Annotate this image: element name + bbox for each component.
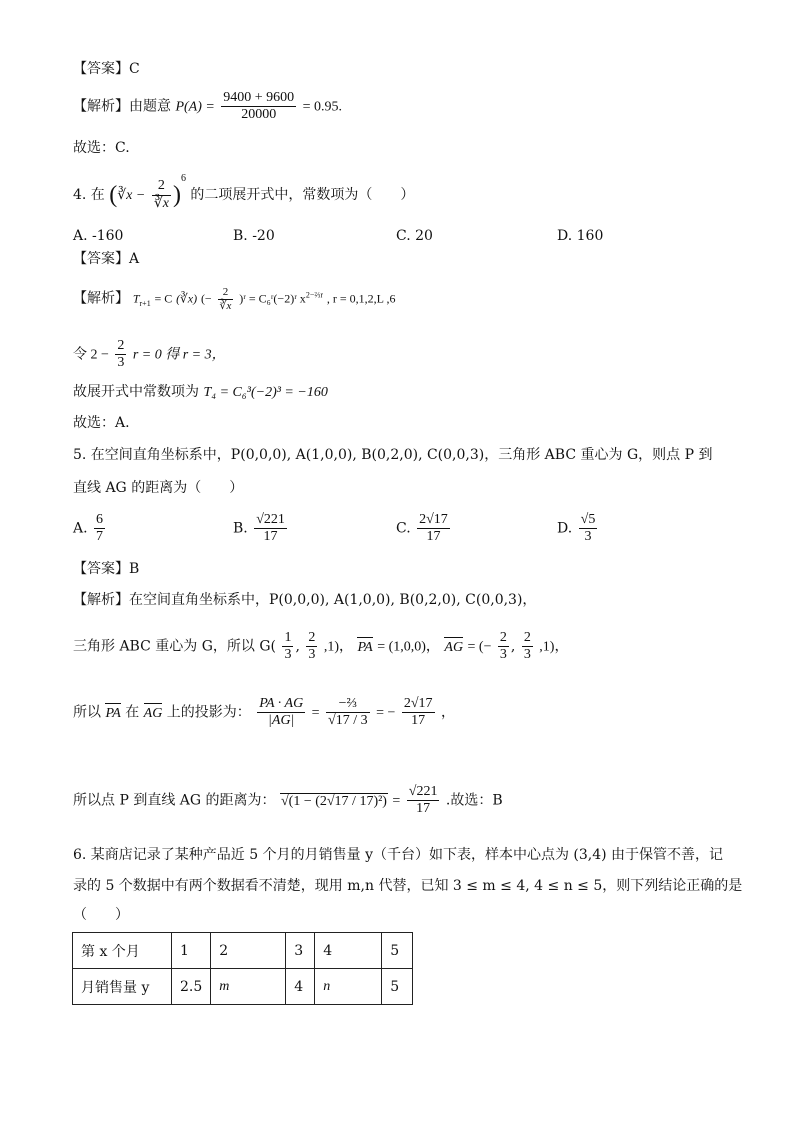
q4-expr-exp: 6	[180, 173, 186, 184]
q5-stem-line1: 5. 在空间直角坐标系中，P(0,0,0), A(1,0,0), B(0,2,0), C(0,0,3)，三角形 ABC 重心为 G，则点 P 到	[73, 447, 713, 463]
table-cell: 3	[286, 933, 315, 969]
q4-stem: 4. 在 (∛x − $\frac{2}{∛x}$ )$^6$ 的二项展开式中，常数项为（ ）	[73, 173, 415, 211]
q5-ag1-frac	[498, 630, 509, 663]
q5-proj-result-num: 2√17	[402, 696, 435, 713]
q5-option-c-label: C.	[396, 520, 411, 537]
q5-option-d	[557, 512, 599, 545]
q5-proj-in: 在	[125, 704, 140, 721]
table-cell: 2	[211, 933, 286, 969]
q5-proj-suffix: 上的投影为：	[166, 704, 251, 721]
table-cell: 5	[382, 933, 413, 969]
q3-analysis	[73, 90, 342, 123]
q3-choose: 故选：C.	[73, 140, 130, 156]
q5-proj-num: PA · AG	[257, 696, 305, 713]
q5-proj-eq1: =	[311, 705, 320, 721]
q5-dist-den: 17	[416, 801, 431, 817]
q5-g1-den: 3	[284, 647, 292, 663]
q4-const-expr: T₄ = C₆³(−2)³ = −160	[203, 385, 328, 400]
q5-ag-vector: AG	[444, 639, 464, 655]
q4-analysis-frac	[218, 286, 234, 312]
q5-proj-ag: AG	[143, 705, 163, 721]
q4-option-d: D. 160	[557, 228, 604, 244]
q5-proj-inner-num: −⅔	[326, 696, 370, 713]
q5-ag2-num: 2	[522, 630, 533, 647]
q3-analysis-lhs: P(A) =	[175, 99, 215, 115]
table-cell: m	[211, 969, 286, 1005]
q5-proj-pa: PA	[105, 705, 121, 721]
q4-analysis-frac-den: ∛x	[219, 299, 232, 312]
q4-expr-den: ∛x	[153, 195, 169, 211]
q4-stem-prefix: 4. 在	[73, 187, 105, 203]
q5-ag1-den: 3	[499, 647, 507, 663]
q5-centroid-line: 三角形 ABC 重心为 G，所以 G( $\frac{1}{3}$ , $\frac{2}{3}$ ,1)， PA = (1,0,0)， AG = (− $\frac{2}{3}$ , $\frac{2}{3}$ ,1)，	[73, 630, 569, 663]
q5-option-d-frac	[579, 512, 598, 545]
q4-expr-num: 2	[152, 178, 171, 195]
table-cell: 第 x 个月	[73, 933, 172, 969]
q4-let-frac	[115, 338, 126, 371]
q5-pa-vector: PA	[357, 639, 373, 655]
q4-choose: 故选：A.	[73, 415, 130, 431]
q5-ag2-frac	[522, 630, 533, 663]
table-cell: 4	[286, 969, 315, 1005]
q5-proj-end: ，	[440, 704, 455, 721]
q4-option-b: B. -20	[233, 228, 275, 244]
q6-stem-line2: 录的 5 个数据中有两个数据看不清楚，现用 m,n 代替，已知 3 ≤ m ≤ 4, 4 ≤ n ≤ 5，则下列结论正确的是	[73, 878, 743, 894]
q5-dist-prefix: 所以点 P 到直线 AG 的距离为：	[73, 792, 276, 809]
q4-let	[73, 338, 226, 371]
q5-g2-num: 2	[306, 630, 317, 647]
q5-projection-line	[73, 696, 455, 729]
q3-analysis-rhs: = 0.95.	[302, 99, 343, 115]
q4-let-prefix: 令 2 −	[73, 347, 109, 363]
q5-dist-end: .故选：B	[445, 792, 503, 809]
q5-option-c-den: 17	[426, 529, 441, 545]
q5-answer: 【答案】B	[73, 561, 140, 577]
q4-analysis-tail: (∛x)	[176, 291, 198, 306]
table-cell: n	[315, 969, 382, 1005]
q5-g1-num: 1	[282, 630, 293, 647]
q5-g1-frac	[282, 630, 293, 663]
table-cell: 4	[315, 933, 382, 969]
q3-frac-den: 20000	[241, 107, 277, 123]
sales-table	[72, 932, 413, 1005]
q5-proj-eq2: = −	[376, 705, 396, 721]
q5-option-d-label: D.	[557, 520, 573, 537]
q4-expr-frac	[152, 178, 171, 211]
q5-option-c-num: 2√17	[417, 512, 450, 529]
q4-analysis-range: , r = 0,1,2,L ,6	[326, 291, 396, 306]
table-cell: 2.5	[172, 969, 211, 1005]
q5-option-b-label: B.	[233, 520, 248, 537]
q4-let-num: 2	[115, 338, 126, 355]
q4-const-prefix: 故展开式中常数项为	[73, 384, 199, 400]
table-cell: 月销售量 y	[73, 969, 172, 1005]
q4-analysis-tail2: (−	[200, 291, 212, 306]
q5-proj-prefix: 所以	[73, 704, 101, 721]
q5-option-b	[233, 512, 289, 545]
q5-proj-result-frac	[402, 696, 435, 729]
q5-option-d-num: √5	[579, 512, 598, 529]
q5-proj-inner-frac	[326, 696, 370, 729]
q5-option-c	[396, 512, 452, 545]
q5-option-a	[73, 512, 107, 545]
q5-option-b-den: 17	[263, 529, 278, 545]
q5-centroid-mid: ,1)，	[323, 639, 353, 655]
q4-answer: 【答案】A	[73, 251, 140, 267]
q5-ag2-den: 3	[523, 647, 531, 663]
q5-option-a-frac	[94, 512, 105, 545]
q5-ag-value-post: ,1)，	[539, 639, 569, 655]
q5-g2-frac	[306, 630, 317, 663]
q4-option-a: A. -160	[73, 228, 124, 244]
q4-constant	[73, 385, 328, 400]
q5-ag1-num: 2	[498, 630, 509, 647]
q5-g2-den: 3	[308, 647, 316, 663]
q5-pa-value: = (1,0,0)，	[377, 639, 440, 655]
q5-dist-eq: =	[392, 793, 401, 809]
q3-frac-num: 9400 + 9600	[221, 90, 296, 107]
q3-fraction	[221, 90, 296, 123]
q5-option-a-label: A.	[73, 520, 88, 537]
q3-answer: 【答案】C	[73, 61, 140, 77]
q5-stem-line2: 直线 AG 的距离为（ ）	[73, 480, 244, 496]
table-cell: 1	[172, 933, 211, 969]
q4-analysis-mid: = C	[154, 291, 173, 306]
table-row	[73, 969, 413, 1005]
q4-let-suffix: r = 0 得 r = 3，	[132, 347, 226, 363]
q5-distance-line	[73, 784, 503, 817]
q4-analysis-exp: 2−⅔r	[305, 290, 323, 300]
q5-dist-expr: √(1 − (2√17 / 17)²)	[280, 793, 387, 809]
q5-option-c-frac	[417, 512, 450, 545]
q4-stem-suffix: 的二项展开式中，常数项为（ ）	[190, 187, 415, 203]
table-row	[73, 933, 413, 969]
q5-option-b-frac	[254, 512, 287, 545]
q4-analysis	[73, 286, 395, 312]
q5-proj-result-den: 17	[411, 713, 426, 729]
q4-let-den: 3	[117, 355, 125, 371]
q4-analysis-label: 【解析】	[73, 290, 129, 307]
q5-proj-frac	[257, 696, 305, 729]
q5-option-a-num: 6	[94, 512, 105, 529]
q5-option-a-den: 7	[96, 529, 104, 545]
q4-analysis-sub: r+1	[139, 299, 151, 309]
q5-option-b-num: √221	[254, 512, 287, 529]
q5-dist-frac	[407, 784, 440, 817]
table-cell: 5	[382, 969, 413, 1005]
q5-proj-inner-den: √17 / 3	[328, 713, 368, 729]
q4-expr-a: ∛x −	[117, 188, 146, 203]
q6-stem-line1: 6. 某商店记录了某种产品近 5 个月的月销售量 y（千台）如下表，样本中心点为 (3,4) 由于保管不善，记	[73, 847, 724, 863]
q3-analysis-label: 【解析】由题意	[73, 98, 171, 115]
q5-option-d-den: 3	[584, 529, 592, 545]
q4-analysis-end: )ʳ = C₆ʳ(−2)ʳ x	[239, 291, 306, 306]
q4-option-c: C. 20	[396, 228, 433, 244]
q5-analysis-line1: 【解析】在空间直角坐标系中，P(0,0,0), A(1,0,0), B(0,2,0), C(0,0,3)，	[73, 592, 537, 608]
q5-dist-num: √221	[407, 784, 440, 801]
q5-centroid-prefix: 三角形 ABC 重心为 G，所以 G(	[73, 638, 276, 655]
q4-analysis-frac-num: 2	[218, 286, 234, 300]
q5-ag-value-pre: = (−	[467, 639, 492, 655]
q6-stem-line3: （ ）	[73, 907, 129, 923]
q5-proj-den: |AG|	[268, 713, 295, 729]
q4-analysis-t: T	[132, 291, 140, 306]
